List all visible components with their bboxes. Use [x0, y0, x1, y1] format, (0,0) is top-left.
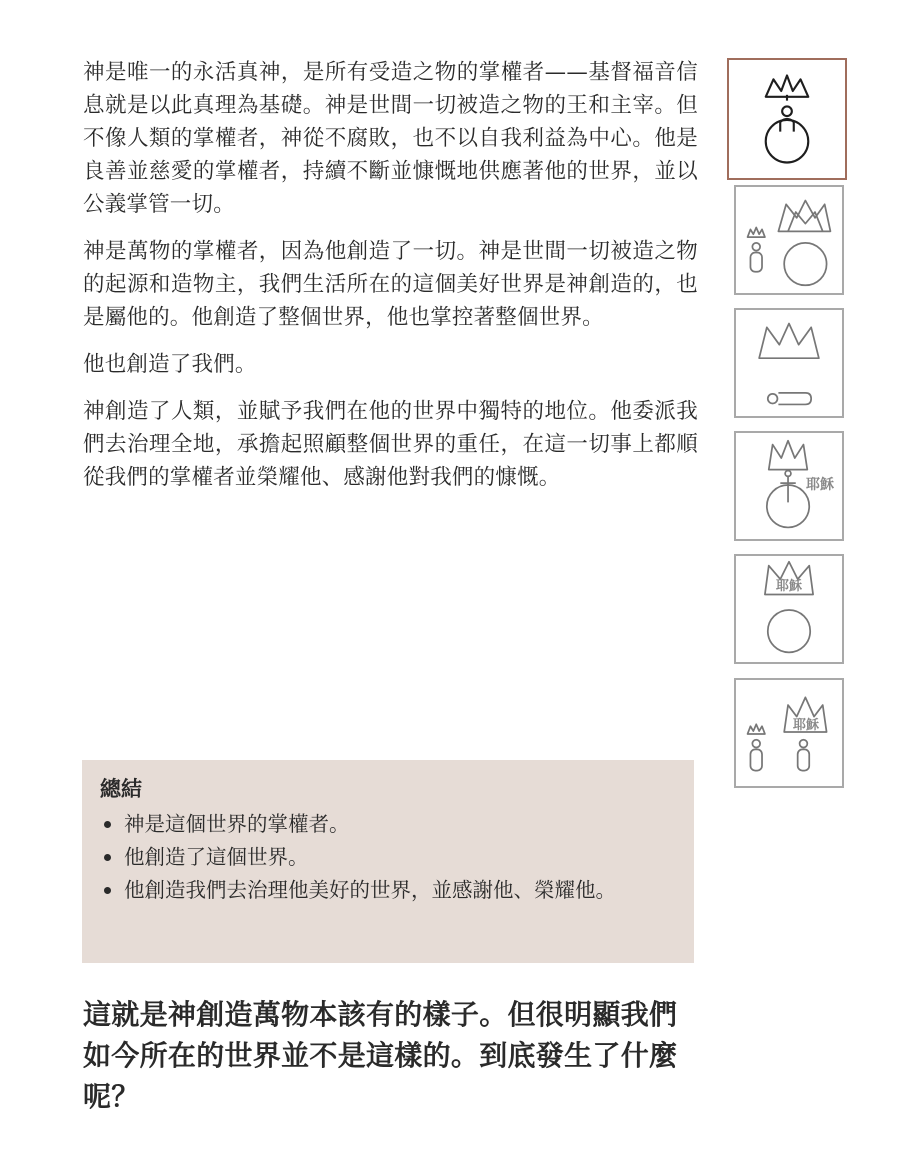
conclusion-heading: 這就是神創造萬物本該有的樣子。但很明顯我們如今所在的世界並不是這樣的。到底發生了什麼呢？ [83, 998, 678, 1113]
panel-creation-icon[interactable] [734, 185, 844, 295]
crown-fallen-person-icon [736, 310, 842, 416]
paragraph-1: 神是唯一的永活真神，是所有受造之物的掌權者——基督福音信息就是以此真理為基礎。神是世間一切被造之物的王和主宰。但不像人類的掌權者，神從不腐敗，也不以自我利益為中心。他是良善並慈愛的掌權者，持續不斷並慷慨地供應著他的世界，並以公義掌管一切。 [83, 60, 698, 217]
summary-item [100, 808, 676, 841]
bullet-icon [104, 887, 111, 894]
summary-item [100, 841, 676, 874]
panel-jesus-label: 耶穌 [806, 477, 834, 493]
two-crowns-people-icon [736, 680, 842, 786]
panel-jesus-icon[interactable] [734, 431, 844, 541]
summary-item-text: 神是這個世界的掌權者。 [124, 812, 350, 836]
summary-item-text: 他創造我們去治理他美好的世界，並感謝他、榮耀他。 [124, 878, 616, 902]
panel-new-life-icon[interactable] [734, 678, 844, 788]
labeled-crown-circle-icon [736, 556, 842, 662]
panel-jesus-label: 耶穌 [793, 718, 820, 733]
main-content [83, 56, 698, 508]
panel-god-rules-icon[interactable] [727, 58, 847, 180]
summary-list [100, 808, 676, 907]
summary-item-text: 他創造了這個世界。 [124, 845, 309, 869]
panel-jesus-label: 耶穌 [776, 579, 803, 594]
paragraph-3: 他也創造了我們。 [83, 352, 257, 377]
summary-box [82, 760, 694, 963]
paragraph-4: 神創造了人類，並賦予我們在他的世界中獨特的地位。他委派我們去治理全地，承擔起照顧整個世界的重任，在這一切事上都順從我們的掌權者並榮耀他、感謝他對我們的慷慨。 [83, 399, 698, 490]
panel-jesus-king-icon[interactable] [734, 554, 844, 664]
bullet-icon [104, 821, 111, 828]
summary-item [100, 874, 676, 907]
crowns-person-world-icon [736, 187, 842, 293]
crown-person-circle-icon [729, 60, 845, 178]
panel-fall-icon[interactable] [734, 308, 844, 418]
bullet-icon [104, 854, 111, 861]
summary-title: 總結 [100, 777, 142, 801]
paragraph-2: 神是萬物的掌權者，因為他創造了一切。神是世間一切被造之物的起源和造物主，我們生活所在的這個美好世界是神創造的，也是屬他的。他創造了整個世界，他也掌控著整個世界。 [83, 239, 698, 330]
